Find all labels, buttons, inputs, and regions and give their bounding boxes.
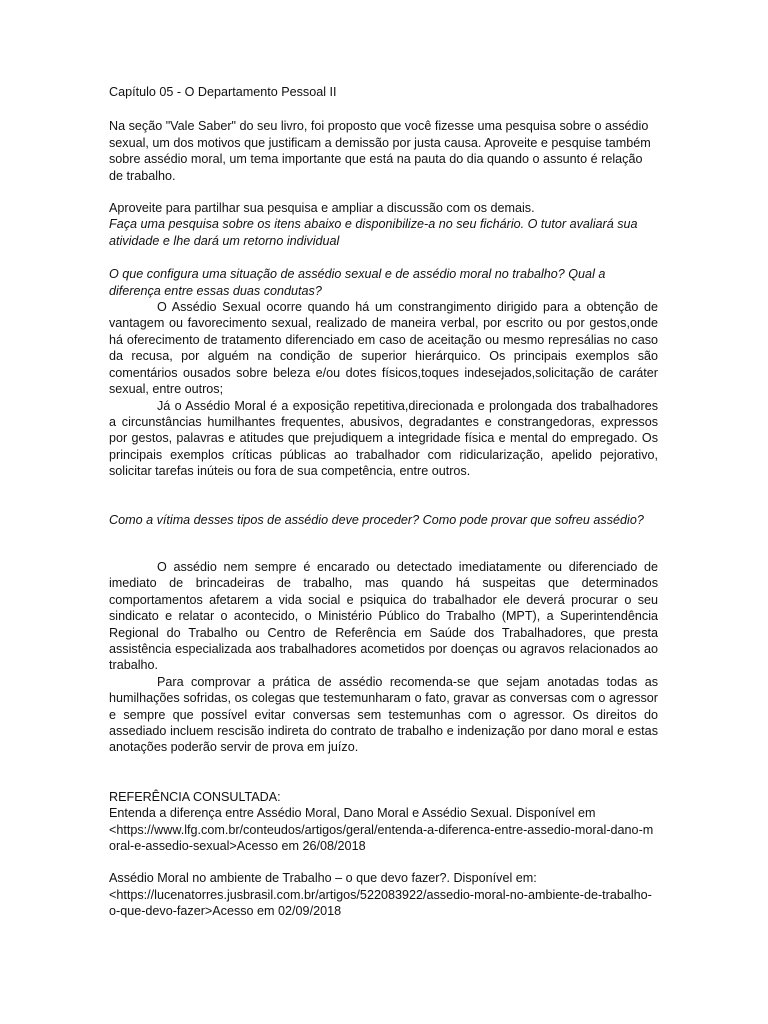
answer-sexual-harassment: O Assédio Sexual ocorre quando há um constrangimento dirigido para a obtenção de vantagem ou favorecimento sexual, realizado de maneira verbal, por escrito ou por gestos,onde há oferecimento de tratamento diferenciado em caso de aceitação ou mesmo represálias no caso da recusa, por alguém na condição de superior hierárquico. Os principais exemplos são comentários ousados sobre beleza e/ou dotes físicos,toques indesejados,solicitação de caráter sexual, entre outros; <box>109 300 658 397</box>
answer-2-paragraph-2: Para comprovar a prática de assédio recomenda-se que sejam anotadas todas as humilhações sofridas, os colegas que testemunharam o fato, gravar as conversas com o agressor e sempre que possível evitar conversas sem testemunhas com o agressor. Os direitos do assediado incluem rescisão indireta do contrato de trabalho e indenização por dano moral e estas anotações poderão servir de prova em juízo. <box>109 674 658 755</box>
reference-2-text: Assédio Moral no ambiente de Trabalho – o que devo fazer?. Disponível em: <box>109 871 537 886</box>
answer-2-paragraph-1: O assédio nem sempre é encarado ou detectado imediatamente ou diferenciado de imediato de brincadeiras de trabalho, mas quando há suspeitas que determinados comportamentos afetarem a vida social e psiquica do trabalhador ele deverá procurar o seu sindicato e relatar o acontecido, o Ministério Público do Trabalho (MPT), a Superintendência Regional do Trabalho ou Centro de Referência em Saúde dos Trabalhadores, que presta assistência especializada aos trabalhadores acometidos por doenças ou agravos relacionados ao trabalho. <box>109 559 658 673</box>
reference-1-url: <https://www.lfg.com.br/conteudos/artigos/geral/entenda-a-diferenca-entre-assedio-moral-dano-moral-e-assedio-sexual>Acesso em 26/08/2018 <box>109 822 654 854</box>
answer-moral-harassment: Já o Assédio Moral é a exposição repetitiva,direcionada e prolongada dos trabalhadores a circunstâncias humilhantes frequentes, abusivos, degradantes e constrangedoras, expressos por gestos, palavras e atitudes que prejudiquem a integridade física e mental do empregado. Os principais exemplos críticas públicas ao trabalhador com ridicularização, apelido pejorativo, solicitar tarefas inúteis ou fora de sua competência, entre outros. <box>109 398 658 479</box>
question-1: O que configura uma situação de assédio sexual e de assédio moral no trabalho? Qual a diferença entre essas duas condutas? <box>109 267 606 298</box>
share-text: Aproveite para partilhar sua pesquisa e ampliar a discussão com os demais. <box>109 201 535 216</box>
document-page <box>109 84 658 920</box>
chapter-title: Capítulo 05 - O Departamento Pessoal II <box>109 85 337 99</box>
reference-2-url: <https://lucenatorres.jusbrasil.com.br/artigos/522083922/assedio-moral-no-ambiente-de-trabalho-o-que-devo-fazer>Acesso em 02/09/2018 <box>109 887 652 919</box>
intro-paragraph: Na seção "Vale Saber" do seu livro, foi proposto que você fizesse uma pesquisa sobre o assédio sexual, um dos motivos que justificam a demissão por justa causa. Aproveite e pesquise também sobre assédio moral, um tema importante que está na pauta do dia quando o assunto é relação de trabalho. <box>109 119 651 183</box>
instruction-text: Faça uma pesquisa sobre os itens abaixo e disponibilize-a no seu fichário. O tutor avaliará sua atividade e lhe dará um retorno individual <box>109 217 638 248</box>
reference-1-text: Entenda a diferença entre Assédio Moral, Dano Moral e Assédio Sexual. Disponível em <box>109 806 596 821</box>
question-2: Como a vítima desses tipos de assédio deve proceder? Como pode provar que sofreu assédio? <box>109 512 644 527</box>
references-heading: REFERÊNCIA CONSULTADA: <box>109 789 281 804</box>
